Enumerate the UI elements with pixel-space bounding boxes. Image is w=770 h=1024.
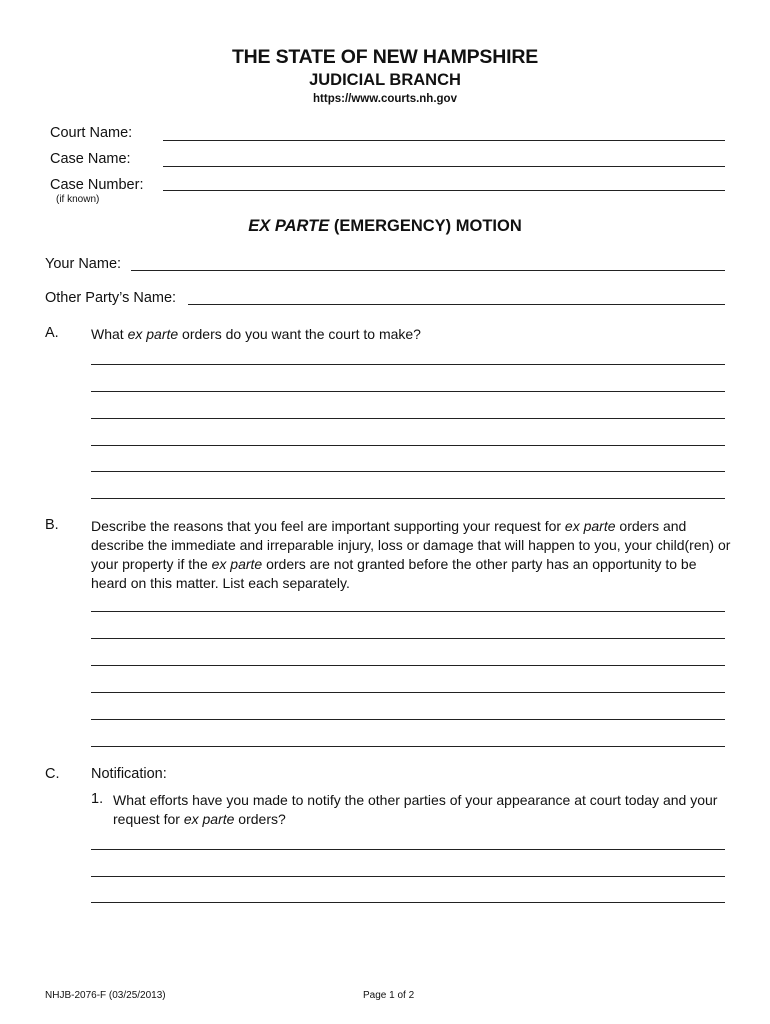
section-c-answer-line[interactable] [91, 876, 725, 877]
section-a-answer-line[interactable] [91, 391, 725, 392]
page-number: Page 1 of 2 [363, 990, 415, 1001]
section-c-answer-line[interactable] [91, 849, 725, 850]
section-b-answer-line[interactable] [91, 692, 725, 693]
court-url: https://www.courts.nh.gov [313, 93, 457, 105]
other-party-label: Other Party’s Name: [45, 290, 177, 306]
court-name-field[interactable] [163, 140, 725, 141]
section-a-question: What ex parte orders do you want the court to make? [91, 326, 421, 342]
your-name-label: Your Name: [45, 256, 122, 272]
section-c-answer-line[interactable] [91, 902, 725, 903]
section-b-answer-line[interactable] [91, 638, 725, 639]
section-b-answer-line[interactable] [91, 611, 725, 612]
case-number-label: Case Number: [50, 177, 144, 193]
case-name-label: Case Name: [50, 151, 131, 167]
court-name-label: Court Name: [50, 125, 133, 141]
motion-title [0, 217, 770, 236]
section-b-letter: B. [45, 517, 59, 533]
your-name-field[interactable] [131, 270, 725, 271]
case-number-field[interactable] [163, 190, 725, 191]
branch-heading: JUDICIAL BRANCH [309, 71, 461, 89]
section-a-letter: A. [45, 325, 59, 341]
section-c-question: What efforts have you made to notify the other parties of your appearance at court today and your request for ex parte orders? [113, 792, 718, 827]
section-a-answer-line[interactable] [91, 418, 725, 419]
case-name-field[interactable] [163, 166, 725, 167]
section-c-item-number: 1. [91, 791, 104, 807]
if-known-note: (if known) [56, 194, 100, 205]
section-a-answer-line[interactable] [91, 364, 725, 365]
state-heading: THE STATE OF NEW HAMPSHIRE [231, 46, 539, 68]
section-b-question: Describe the reasons that you feel are important supporting your request for ex parte orders and describe the immediate and irreparable injury, loss or damage that will happen to you, your child(ren) or your property if the ex parte orders are not granted before the other party has an opportunity to be heard on this matter. List each separately. [91, 518, 731, 591]
section-a-answer-line[interactable] [91, 471, 725, 472]
section-a-answer-line[interactable] [91, 498, 725, 499]
title-italic: EX PARTE [248, 217, 330, 235]
form-id: NHJB-2076-F (03/25/2013) [45, 990, 166, 1001]
other-party-field[interactable] [188, 304, 725, 305]
section-b-answer-line[interactable] [91, 746, 725, 747]
title-rest: (EMERGENCY) MOTION [329, 217, 522, 235]
section-b-answer-line[interactable] [91, 719, 725, 720]
section-a-answer-line[interactable] [91, 445, 725, 446]
section-b-answer-line[interactable] [91, 665, 725, 666]
section-c-heading: Notification: [91, 766, 167, 782]
section-c-letter: C. [45, 766, 60, 782]
